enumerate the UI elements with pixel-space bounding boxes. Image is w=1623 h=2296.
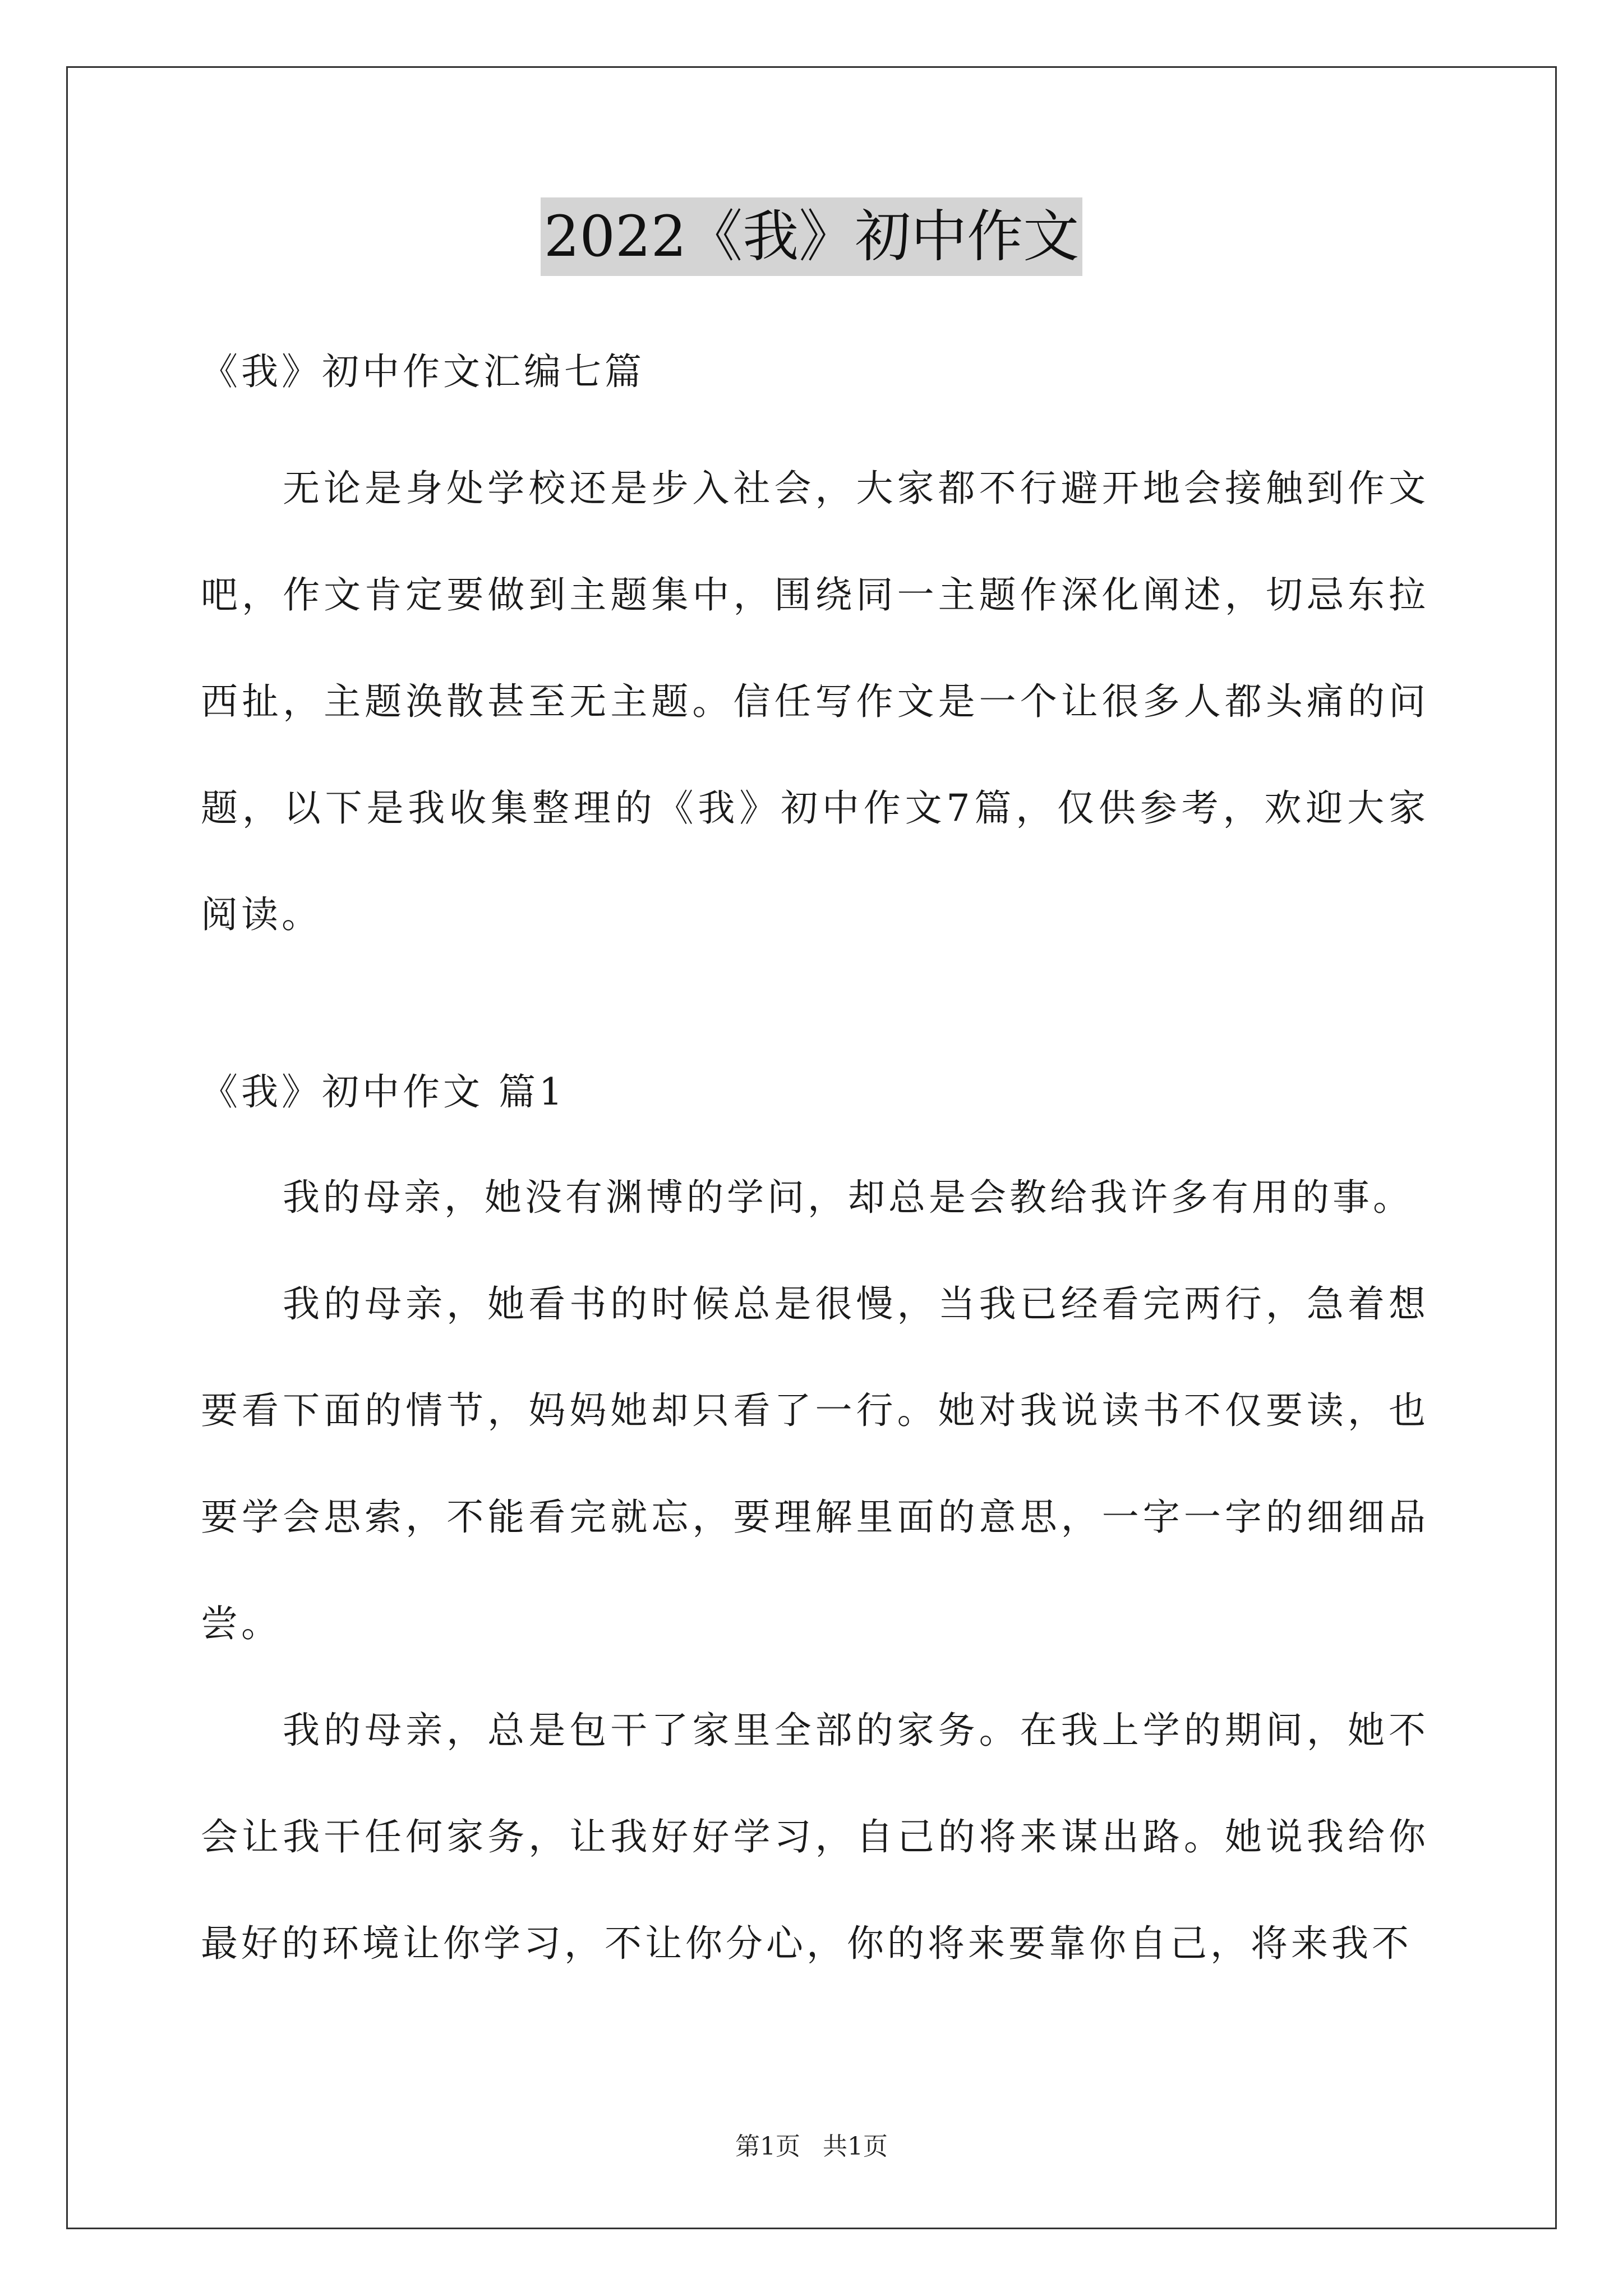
document-subtitle: 《我》初中作文汇编七篇 [201, 350, 645, 393]
intro-paragraph: 无论是身处学校还是步入社会，大家都不行避开地会接触到作文吧，作文肯定要做到主题集中，围绕同一主题作深化阐述，切忌东拉西扯，主题涣散甚至无主题。信任写作文是一个让很多人都头痛的问题，以下是我收集整理的《我》初中作文7篇，仅供参考，欢迎大家阅读。 [201, 467, 1429, 936]
body-paragraph: 我的母亲，她看书的时候总是很慢，当我已经看完两行，急着想要看下面的情节，妈妈她却只看了一行。她对我说读书不仅要读，也要学会思索，不能看完就忘，要理解里面的意思，一字一字的细细品尝。 [201, 1282, 1429, 1645]
body-paragraph: 我的母亲，总是包干了家里全部的家务。在我上学的期间，她不会让我干任何家务，让我好好学习，自己的将来谋出路。她说我给你最好的环境让你学习，不让你分心，你的将来要靠你自己，将来我不 [201, 1709, 1429, 1965]
page-footer [0, 2126, 1623, 2162]
section-heading: 《我》初中作文 篇1 [201, 1070, 566, 1114]
document-title [0, 197, 1623, 276]
intro-block [201, 435, 1429, 968]
section-body [201, 1144, 1429, 1997]
document-title-text: 2022《我》初中作文 [541, 197, 1083, 276]
body-paragraph: 我的母亲，她没有渊博的学问，却总是会教给我许多有用的事。 [283, 1176, 1413, 1219]
page-number: 第1页 [735, 2132, 800, 2161]
page-total: 共1页 [823, 2132, 888, 2161]
